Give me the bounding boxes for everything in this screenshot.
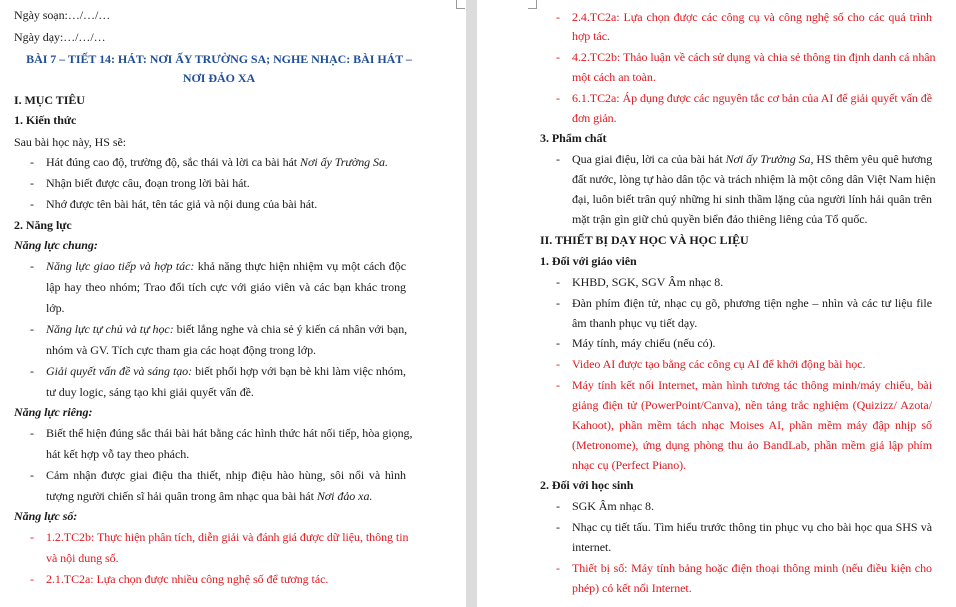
section-heading-objectives: I. MỤC TIÊU: [14, 93, 85, 107]
specific-item-2-line1: Cảm nhận được giai điệu tha thiết, nhịp điệu hào hùng, sôi nổi và hình: [46, 468, 406, 482]
digital-item-5-line2: đơn giản.: [572, 111, 617, 125]
heading-teacher: 1. Đối với giáo viên: [540, 254, 637, 268]
digital-item-4-line2: một cách an toàn.: [572, 70, 656, 84]
student-item-3-line2: phép) có kết nối Internet.: [572, 581, 692, 595]
teacher-item-1: KHBD, SGK, SGV Âm nhạc 8.: [572, 275, 724, 289]
heading-general-competence: Năng lực chung:: [14, 238, 98, 252]
bullet-dash: -: [556, 91, 560, 105]
digital-item-1-line2: và nội dung số.: [46, 551, 119, 565]
date-prepared: Ngày soạn:…/…/…: [14, 8, 111, 22]
bullet-dash: -: [556, 152, 560, 166]
quality-line3: đại, luôn biết trân quý những hi sinh thầm lặng của người lính hải quân trên: [572, 192, 932, 206]
heading-digital-competence: Năng lực số:: [14, 509, 78, 523]
quality-line1-text: Qua giai điệu, lời ca của bài hát: [572, 152, 726, 166]
digital-item-3-line1: 2.4.TC2a: Lựa chọn được các công cụ và công nghệ số cho các quá trình: [572, 10, 932, 24]
lesson-title-line1: BÀI 7 – TIẾT 14: HÁT: NƠI ẤY TRƯỜNG SA; NGHE NHẠC: BÀI HÁT –: [26, 52, 412, 66]
bullet-dash: -: [30, 155, 34, 169]
teacher-item-5-line4: (Metronome), ứng dụng phòng thu ảo BandLab, phần mềm giả lập phím: [572, 438, 932, 452]
bullet-dash: -: [556, 275, 560, 289]
teacher-item-5-line5: nhạc cụ (Perfect Piano).: [572, 458, 687, 472]
quality-line4: mặt trận gìn giữ chủ quyền biển đảo thiêng liêng của Tổ quốc.: [572, 212, 868, 226]
general-item-3-line1: [46, 364, 406, 379]
bullet-dash: -: [556, 336, 560, 350]
teacher-item-3: Máy tính, máy chiếu (nếu có).: [572, 336, 716, 350]
teacher-item-5-line1: Máy tính kết nối Internet, màn hình tương tác thông minh/máy chiếu, bài: [572, 378, 932, 392]
teacher-item-4: Video AI được tạo bằng các công cụ AI để khởi động bài học.: [572, 357, 866, 371]
general-item-3-label: Giải quyết vấn đề và sáng tạo:: [46, 364, 193, 378]
general-item-1-line2: lập hay theo nhóm; Trao đổi tích cực với giáo viên và các bạn khác trong: [46, 280, 406, 294]
bullet-dash: -: [556, 50, 560, 64]
knowledge-item-3: Nhớ được tên bài hát, tên tác giả và nội dung của bài hát.: [46, 197, 318, 211]
teacher-item-2-line2: âm thanh phục vụ tiết dạy.: [572, 316, 698, 330]
song-name-italic: Nơi ấy Trường Sa.: [300, 155, 388, 169]
digital-item-5-line1: 6.1.TC2a: Áp dụng được các nguyên tắc cơ bản của AI để giải quyết vấn đề: [572, 91, 932, 105]
specific-item-1-line1: Biết thể hiện đúng sắc thái bài hát bằng các hình thức hát nối tiếp, hòa giọng,: [46, 426, 413, 440]
specific-item-2-line2: [46, 489, 372, 504]
date-taught: Ngày dạy:…/…/…: [14, 30, 106, 44]
student-item-3-line1: Thiết bị số: Máy tính bảng hoặc điện thoại thông minh (nếu điều kiện cho: [572, 561, 932, 575]
lesson-title-line2: NƠI ĐẢO XA: [182, 71, 256, 85]
teacher-item-5-line3: Kahoot), phần mềm tách nhạc Moises AI, phần mềm máy đập nhịp số: [572, 418, 932, 432]
bullet-dash: -: [556, 561, 560, 575]
bullet-dash: -: [30, 176, 34, 190]
section-heading-equipment: II. THIẾT BỊ DẠY HỌC VÀ HỌC LIỆU: [540, 233, 749, 247]
bullet-dash: -: [556, 296, 560, 310]
specific-item-2-text: tượng người chiến sĩ hải quân trong âm nhạc qua bài hát: [46, 489, 317, 503]
general-item-1-text: khả năng thực hiện nhiệm vụ một cách độc: [194, 259, 406, 273]
bullet-dash: -: [30, 259, 34, 273]
digital-item-1-line1: 1.2.TC2b: Thực hiện phân tích, diễn giải và đánh giá được dữ liệu, thông tin: [46, 530, 409, 544]
general-item-2-text: biết lắng nghe và chia sẻ ý kiến cá nhân với bạn,: [173, 322, 408, 336]
knowledge-intro: Sau bài học này, HS sẽ:: [14, 135, 127, 149]
knowledge-item-1-text: Hát đúng cao độ, trường độ, sắc thái và lời ca bài hát: [46, 155, 301, 169]
knowledge-item-1: [46, 155, 388, 170]
bullet-dash: -: [556, 520, 560, 534]
document-page-left: [0, 0, 466, 607]
quality-line2: đất nước, lòng tự hào dân tộc và trách nhiệm là một công dân Việt Nam hiện: [572, 172, 936, 186]
general-item-3-line2: tư duy logic, sáng tạo khi giải quyết vấn đề.: [46, 385, 254, 399]
general-item-2-label: Năng lực tự chủ và tự học:: [46, 322, 174, 336]
margin-corner-mark: [528, 0, 537, 9]
student-item-1: SGK Âm nhạc 8.: [572, 499, 654, 513]
bullet-dash: -: [30, 530, 34, 544]
heading-quality: 3. Phẩm chất: [540, 131, 607, 145]
document-page-right: [477, 0, 956, 607]
knowledge-item-2: Nhận biết được câu, đoạn trong lời bài hát.: [46, 176, 250, 190]
student-item-2-line2: internet.: [572, 540, 612, 554]
general-item-1-label: Năng lực giao tiếp và hợp tác:: [46, 259, 195, 273]
digital-item-3-line2: hợp tác.: [572, 29, 610, 43]
general-item-2-line2: nhóm và GV. Tích cực tham gia các hoạt động trong lớp.: [46, 343, 316, 357]
general-item-1-line3: lớp.: [46, 301, 65, 315]
bullet-dash: -: [556, 378, 560, 392]
bullet-dash: -: [556, 10, 560, 24]
bullet-dash: -: [556, 357, 560, 371]
bullet-dash: -: [30, 468, 34, 482]
song-name-italic: Nơi đảo xa.: [316, 489, 373, 503]
digital-item-2: 2.1.TC2a: Lựa chọn được nhiều công nghệ số để tương tác.: [46, 572, 329, 586]
heading-competence: 2. Năng lực: [14, 218, 72, 232]
heading-student: 2. Đối với học sinh: [540, 478, 634, 492]
teacher-item-2-line1: Đàn phím điện tử, nhạc cụ gõ, phương tiện nghe – nhìn và các tư liệu file: [572, 296, 932, 310]
heading-knowledge: 1. Kiến thức: [14, 113, 77, 127]
general-item-1-line1: [46, 259, 406, 274]
song-name-italic: Nơi ấy Trường Sa,: [725, 152, 814, 166]
bullet-dash: -: [556, 499, 560, 513]
student-item-2-line1: Nhạc cụ tiết tấu. Tìm hiểu trước thông tin phục vụ cho bài học qua SHS và: [572, 520, 932, 534]
bullet-dash: -: [30, 364, 34, 378]
specific-item-1-line2: hát kết hợp vỗ tay theo phách.: [46, 447, 190, 461]
page-gutter: [466, 0, 477, 607]
bullet-dash: -: [30, 572, 34, 586]
quality-line1-rest: HS thêm yêu quê hương: [813, 152, 933, 166]
bullet-dash: -: [30, 197, 34, 211]
general-item-3-text: biết phối hợp với bạn bè khi làm việc nhóm,: [192, 364, 406, 378]
digital-item-4-line1: 4.2.TC2b: Thảo luận về cách sử dụng và chia sẻ thông tin định danh cá nhân: [572, 50, 936, 64]
margin-corner-mark: [456, 0, 465, 9]
quality-line1: [572, 152, 932, 167]
bullet-dash: -: [30, 322, 34, 336]
teacher-item-5-line2: giảng điện tử (PowerPoint/Canva), nền tảng trắc nghiệm (Quizizz/ Azota/: [572, 398, 932, 412]
bullet-dash: -: [30, 426, 34, 440]
heading-specific-competence: Năng lực riêng:: [14, 405, 93, 419]
general-item-2-line1: [46, 322, 406, 337]
